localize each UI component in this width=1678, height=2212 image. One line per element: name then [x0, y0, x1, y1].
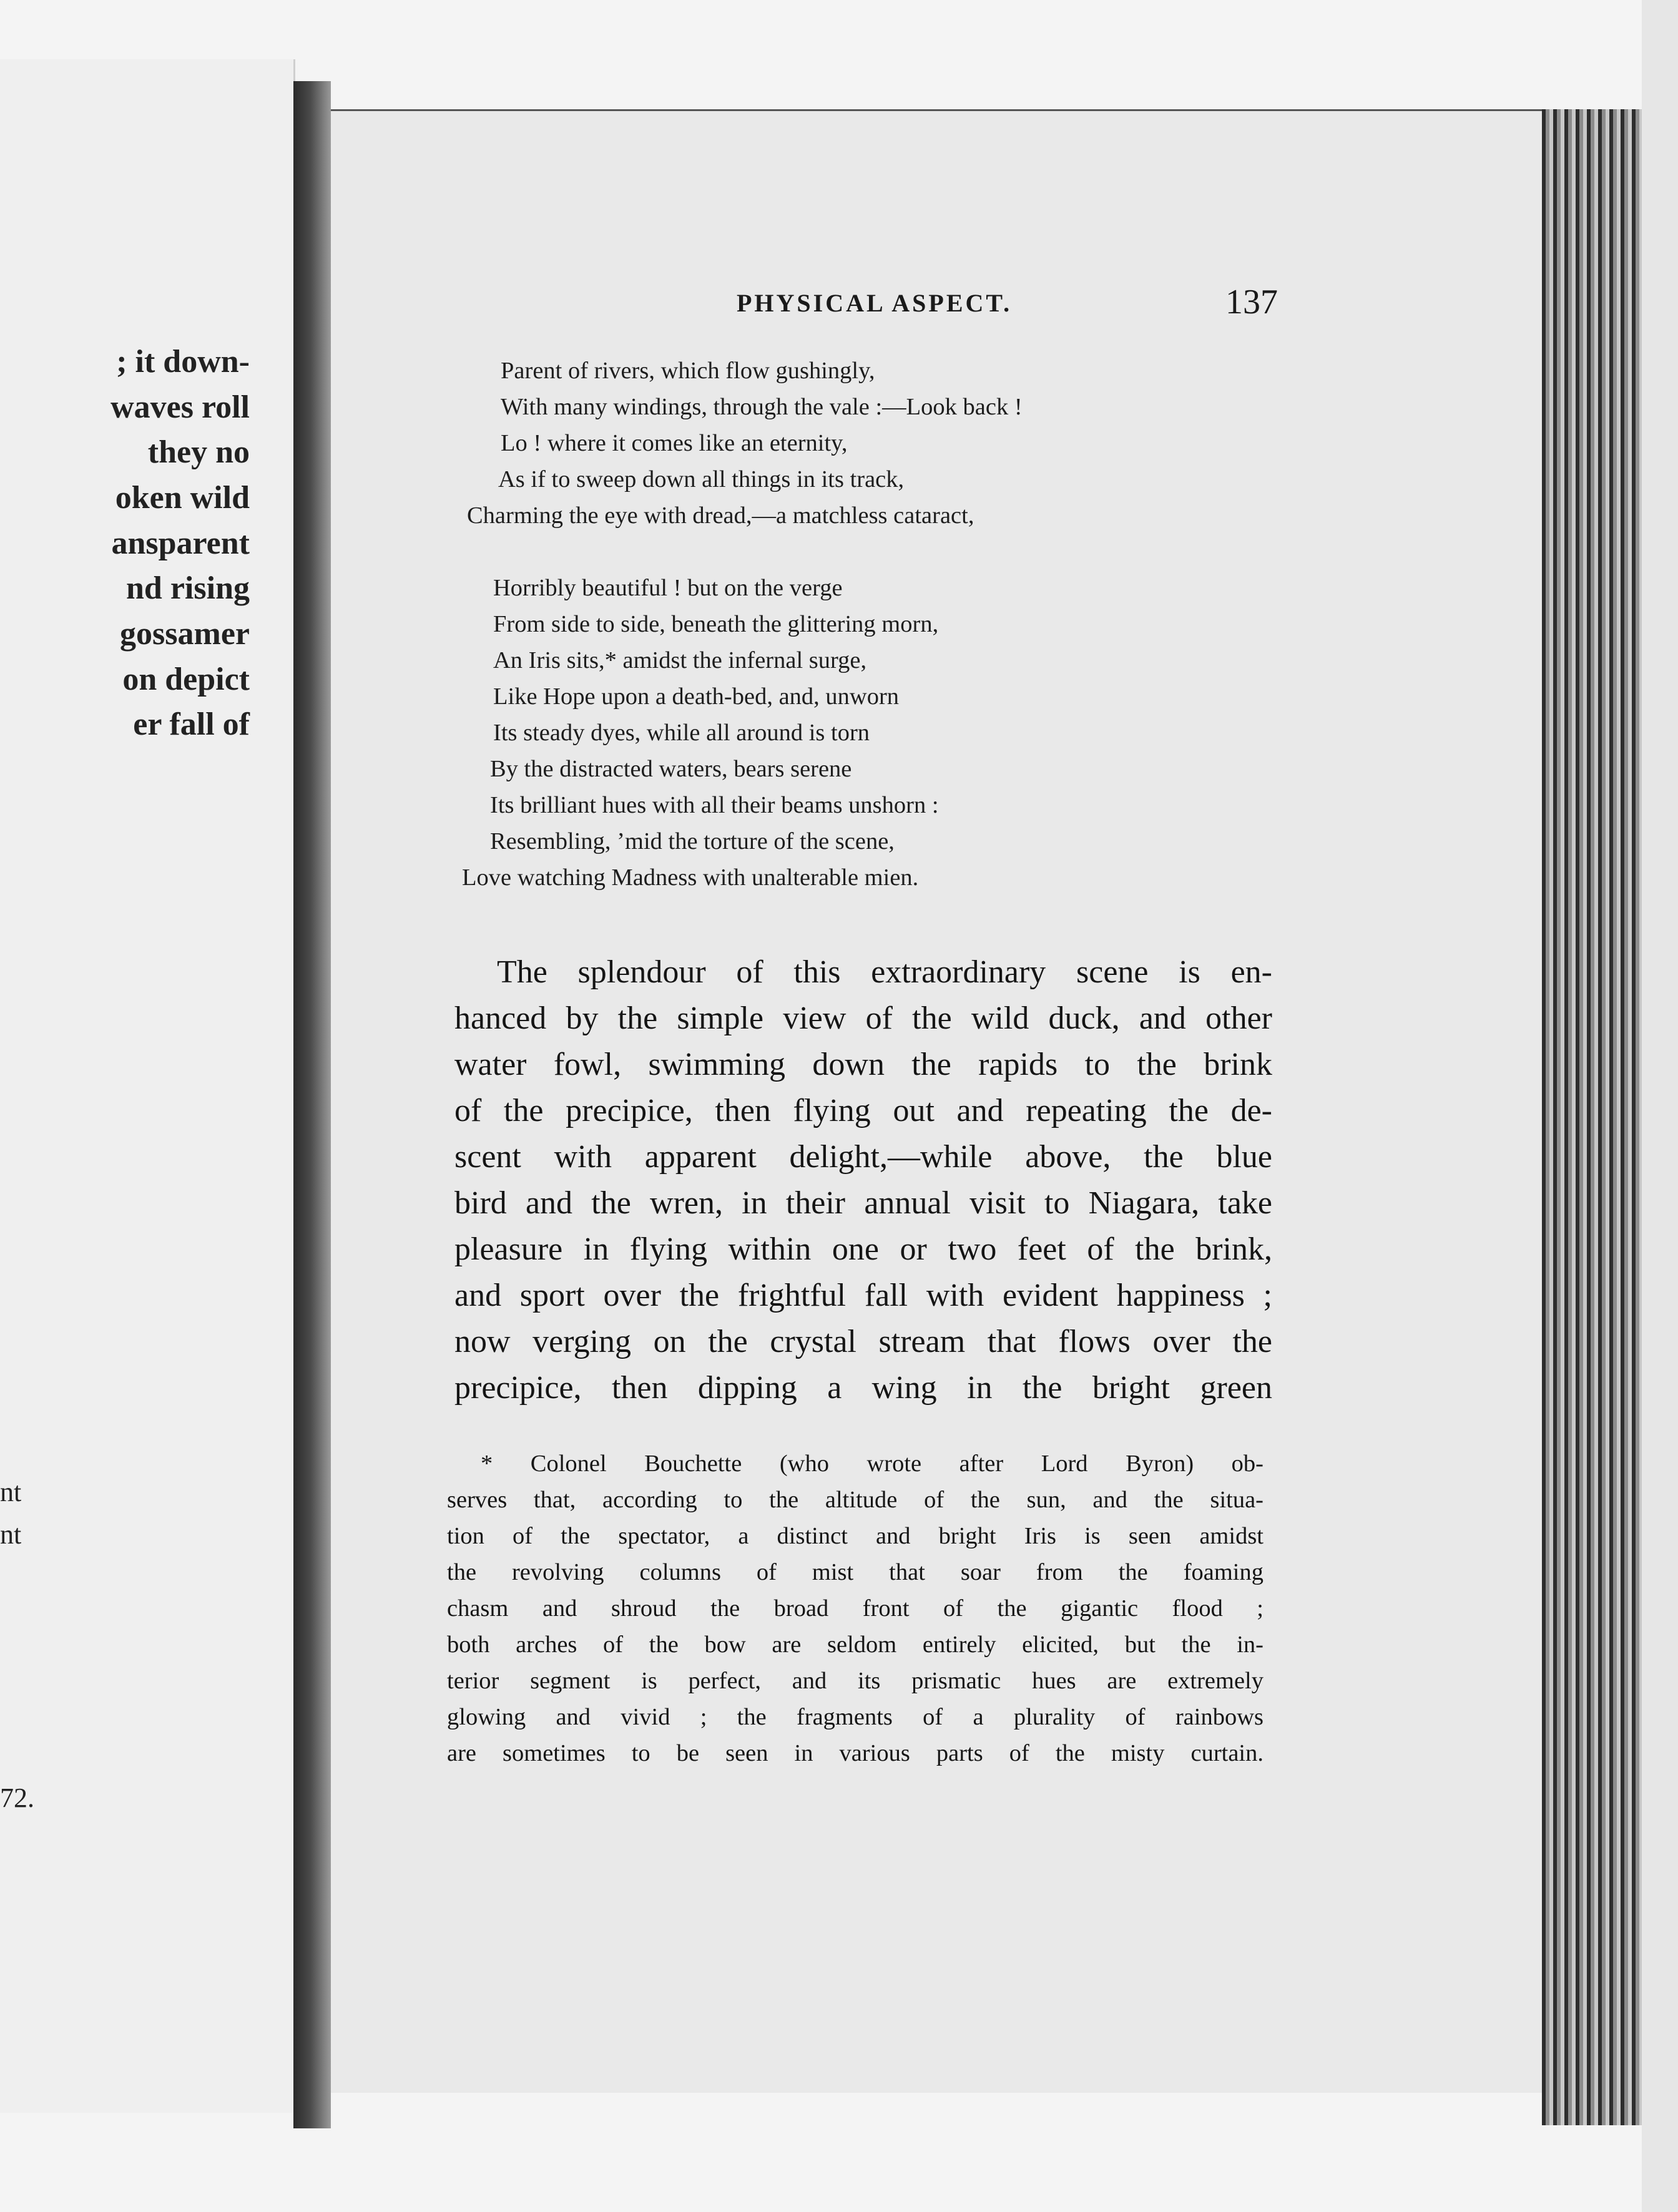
left-page-fragment: 72.: [0, 1783, 34, 1813]
book-gutter: [293, 81, 331, 2128]
paragraph-line: water fowl, swimming down the rapids to the brink: [454, 1047, 1272, 1082]
poem-line: An Iris sits,* amidst the infernal surge,: [493, 647, 867, 673]
left-page: [0, 59, 295, 2113]
footnote-line: both arches of the bow are seldom entirely elicited, but the in-: [447, 1632, 1263, 1658]
left-page-line: ; it down-: [116, 344, 250, 379]
left-page-line: they no: [147, 434, 250, 470]
poem-line: From side to side, beneath the glittering morn,: [493, 611, 939, 637]
scan-margin: [1642, 0, 1678, 2212]
left-page-fragment: nt: [0, 1477, 22, 1507]
footnote-line: glowing and vivid ; the fragments of a plurality of rainbows: [447, 1704, 1263, 1730]
paragraph-line: of the precipice, then flying out and repeating the de-: [454, 1093, 1272, 1128]
poem-line: Horribly beautiful ! but on the verge: [493, 575, 843, 601]
footnote-line: tion of the spectator, a distinct and bright Iris is seen amidst: [447, 1523, 1263, 1549]
paragraph-line: and sport over the frightful fall with evident happiness ;: [454, 1278, 1272, 1313]
left-page-line: waves roll: [110, 389, 250, 425]
left-page-line: oken wild: [115, 480, 250, 516]
poem-line: Parent of rivers, which flow gushingly,: [501, 358, 875, 384]
poem-line: Resembling, ’mid the torture of the scene,: [490, 828, 895, 854]
poem-line: Charming the eye with dread,—a matchless cataract,: [467, 502, 974, 529]
poem-line: By the distracted waters, bears serene: [490, 756, 852, 782]
poem-line: As if to sweep down all things in its track,: [498, 466, 905, 492]
footnote-line: * Colonel Bouchette (who wrote after Lord Byron) ob-: [481, 1451, 1263, 1477]
left-page-line: on depict: [122, 662, 250, 697]
paragraph-line: pleasure in flying within one or two feet of the brink,: [454, 1231, 1272, 1267]
poem-line: With many windings, through the vale :—Look back !: [501, 394, 1023, 420]
poem-line: Like Hope upon a death-bed, and, unworn: [493, 683, 900, 710]
left-page-fragment: nt: [0, 1519, 22, 1550]
footnote-line: are sometimes to be seen in various parts of the misty curtain.: [447, 1740, 1263, 1766]
poem-line: Lo ! where it comes like an eternity,: [501, 430, 848, 456]
footnote-line: terior segment is perfect, and its prismatic hues are extremely: [447, 1668, 1263, 1694]
left-page-line: nd rising: [126, 570, 250, 606]
paragraph-line: precipice, then dipping a wing in the bright green: [454, 1370, 1272, 1406]
left-page-line: er fall of: [133, 707, 250, 742]
paragraph-line: The splendour of this extraordinary scene is en-: [497, 954, 1272, 990]
paragraph-line: scent with apparent delight,—while above, the blue: [454, 1139, 1272, 1175]
page-edges: [1542, 109, 1642, 2125]
paragraph-line: hanced by the simple view of the wild duck, and other: [454, 1001, 1272, 1036]
poem-line: Its steady dyes, while all around is torn: [493, 720, 870, 746]
poem-line: Its brilliant hues with all their beams unshorn :: [490, 792, 939, 818]
footnote-line: chasm and shroud the broad front of the gigantic flood ;: [447, 1595, 1263, 1622]
page-number: 137: [1225, 283, 1278, 321]
left-page-line: ansparent: [111, 526, 250, 561]
paragraph-line: now verging on the crystal stream that flows over the: [454, 1324, 1272, 1359]
footnote-line: serves that, according to the altitude of the sun, and the situa-: [447, 1487, 1263, 1513]
paragraph-line: bird and the wren, in their annual visit to Niagara, take: [454, 1185, 1272, 1221]
left-page-line: gossamer: [120, 616, 250, 652]
footnote-line: the revolving columns of mist that soar from the foaming: [447, 1559, 1263, 1585]
running-head: PHYSICAL ASPECT.: [737, 289, 1013, 317]
poem-line: Love watching Madness with unalterable mien.: [462, 864, 919, 891]
